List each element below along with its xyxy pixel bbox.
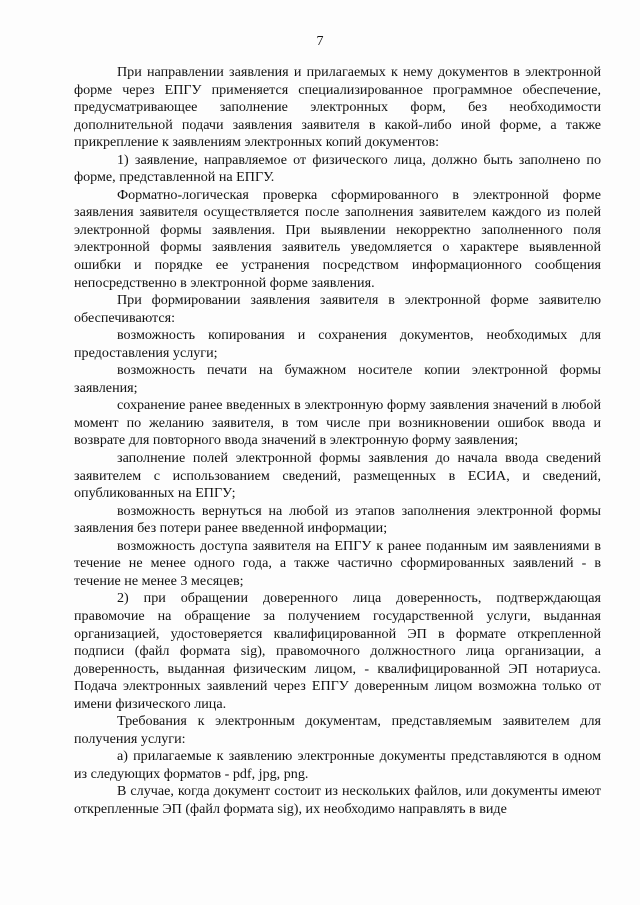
paragraph-14: В случае, когда документ состоит из нескольких файлов, или документы имеют открепленные ЭП (файл формата sig), их необходимо направлять в виде (74, 783, 601, 817)
paragraph-5: возможность копирования и сохранения документов, необходимых для предоставления услуги; (74, 327, 601, 361)
paragraph-2: 1) заявление, направляемое от физического лица, должно быть заполнено по форме, представленной на ЕПГУ. (74, 151, 601, 186)
paragraph-9: возможность вернуться на любой из этапов заполнения электронной формы заявления без потери ранее введенной информации; (74, 502, 601, 537)
paragraph-12: Требования к электронным документам, представляемым заявителем для получения услуги: (74, 713, 601, 747)
document-body (74, 64, 601, 819)
paragraph-7: сохранение ранее введенных в электронную форму заявления значений в любой момент по желанию заявителя, в том числе при возникновении ошибок ввода и возврате для повторного ввода значений в электронную форму заявления; (74, 397, 601, 449)
paragraph-1: При направлении заявления и прилагаемых к нему документов в электронной форме через ЕПГУ применяется специализированное программное обеспечение, предусматривающее заполнение электронных форм, без необходимости дополнительной подачи заявления заявителя в какой-либо иной форме, а также прикрепление к заявлениям электронных копий документов: (74, 64, 601, 151)
paragraph-11: 2) при обращении доверенного лица доверенность, подтверждающая правомочие на обращение за получением государственной услуги, выданная организацией, удостоверяется квалифицированной ЭП в формате открепленной подписи (файл формата sig), правомочного должностного лица организации, а доверенность, выданная физическим лицом, - квалифицированной ЭП нотариуса. Подача электронных заявлений через ЕПГУ доверенным лицом возможна только от имени физического лица. (74, 590, 601, 712)
page-number: 7 (316, 34, 324, 49)
paragraph-10: возможность доступа заявителя на ЕПГУ к ранее поданным им заявлениями в течение не менее одного года, а также частично сформированных заявлений - в течение не менее 3 месяцев; (74, 537, 601, 589)
paragraph-6: возможность печати на бумажном носителе копии электронной формы заявления; (74, 362, 601, 396)
paragraph-8: заполнение полей электронной формы заявления до начала ввода сведений заявителем с использованием сведений, размещенных в ЕСИА, и сведений, опубликованных на ЕПГУ; (74, 450, 601, 502)
paragraph-4: При формировании заявления заявителя в электронной форме заявителю обеспечиваются: (74, 292, 601, 326)
paragraph-13: а) прилагаемые к заявлению электронные документы представляются в одном из следующих форматов - pdf, jpg, png. (74, 748, 601, 782)
paragraph-3: Форматно-логическая проверка сформированного в электронной форме заявления заявителя осуществляется после заполнения заявителем каждого из полей электронной формы заявления. При выявлении некорректно заполненного поля электронной формы заявления заявитель уведомляется о характере выявленной ошибки и порядке ее устранения посредством информационного сообщения непосредственно в электронной форме заявления. (74, 186, 601, 291)
